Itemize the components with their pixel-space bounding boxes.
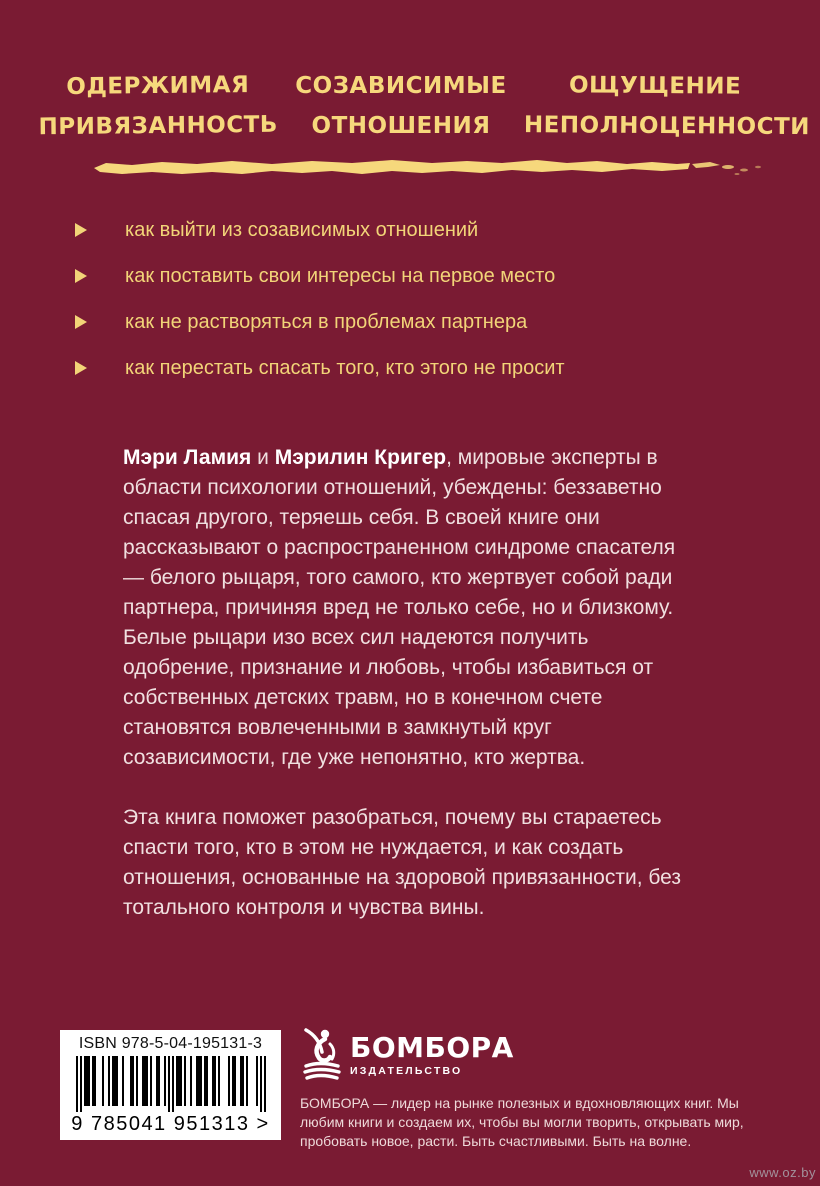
benefit-item — [75, 310, 565, 334]
publisher-logo-text — [350, 1028, 514, 1077]
barcode-bars — [76, 1056, 266, 1112]
publisher-name: БОМБОРА — [350, 1031, 514, 1064]
benefit-label: как не растворяться в проблемах партнера — [125, 311, 528, 333]
tag-obsessive-attachment — [38, 65, 279, 148]
benefits-list — [75, 218, 565, 402]
benefit-label: как поставить свои интересы на первое место — [125, 265, 556, 287]
author-name-2: Мэрилин Кригер — [274, 446, 447, 469]
benefit-label: как выйти из созависимых отношений — [125, 219, 479, 241]
publisher-logo-row — [300, 1028, 800, 1082]
bombora-logo-icon — [300, 1028, 342, 1082]
barcode-digits: 9 785041 951313 > — [71, 1113, 270, 1135]
author-name-1: Мэри Ламия — [123, 446, 252, 469]
tag-feeling-of-inferiority — [523, 65, 811, 147]
tag-headers — [38, 66, 811, 146]
watermark: www.oz.by — [749, 1165, 816, 1180]
tag-line: ОЩУЩЕНИЕ — [568, 72, 742, 100]
brush-stroke-graphic — [92, 150, 772, 184]
annotation-paragraph-2: Эта книга поможет разобраться, почему вы стараетесь спасти того, кто в этом не нуждается, и как создать отношения, основанные на здоровой привязанности, без тотального контроля и чувства вины. — [123, 806, 682, 919]
annotation-text — [123, 443, 689, 923]
triangle-bullet-icon — [75, 315, 87, 329]
triangle-bullet-icon — [75, 361, 87, 375]
benefit-label: как перестать спасать того, кто этого не просит — [125, 357, 565, 379]
tag-line: СОЗАВИСИМЫЕ — [295, 73, 507, 99]
tag-line: НЕПОЛНОЦЕННОСТИ — [523, 112, 811, 141]
tag-line: ОТНОШЕНИЯ — [311, 113, 491, 139]
tag-codependent-relationships — [291, 66, 511, 146]
tag-line: ПРИВЯЗАННОСТЬ — [38, 111, 279, 141]
benefit-item — [75, 356, 565, 380]
publisher-block — [300, 1028, 800, 1151]
triangle-bullet-icon — [75, 223, 87, 237]
triangle-bullet-icon — [75, 269, 87, 283]
barcode-box — [60, 1030, 281, 1140]
annotation-paragraph-1 — [123, 443, 689, 773]
annotation-text-segment: , мировые эксперты в области психологии отношений, убеждены: беззаветно спасая другого, теряешь себя. В своей книге они рассказывают о распространенном синдроме спасателя — белого рыцаря, того самого, кто жертвует собой ради партнера, причиняя вред не только себе, но и близкому. Белые рыцари изо всех сил надеются получить одобрение, признание и любовь, чтобы избавиться от собственных детских травм, но в конечном счете становятся вовлеченными в замкнутый круг созависимости, где уже непонятно, кто жертва. — [123, 446, 676, 769]
benefit-item — [75, 218, 565, 242]
benefit-item — [75, 264, 565, 288]
publisher-description: БОМБОРА — лидер на рынке полезных и вдохновляющих книг. Мы любим книги и создаем их, чтобы вы могли творить, открывать мир, пробовать новое, расти. Быть счастливыми. Быть на волне. — [300, 1095, 744, 1149]
publisher-subtitle: ИЗДАТЕЛЬСТВО — [350, 1065, 463, 1077]
tag-line: ОДЕРЖИМАЯ — [66, 72, 250, 100]
isbn-label: ISBN 978-5-04-195131-3 — [78, 1035, 263, 1052]
annotation-text-segment: и — [251, 446, 275, 469]
